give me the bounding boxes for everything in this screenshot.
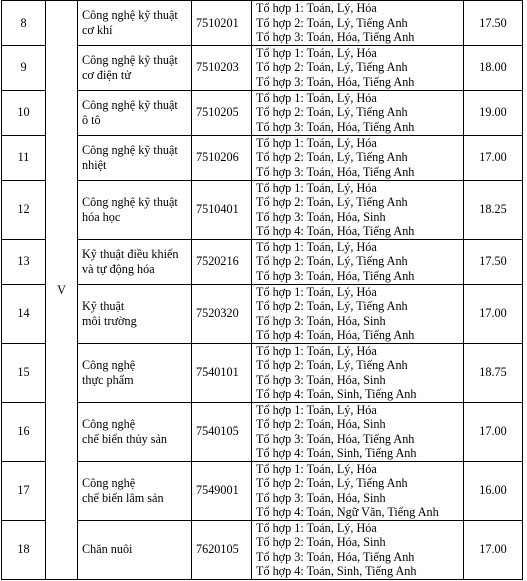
table-row [2,402,523,461]
major-name [78,520,192,579]
major-name-line: Công nghệ kỹ thuật [82,53,178,67]
subject-combination: Tổ hợp 2: Toán, Lý, Tiếng Anh [256,299,408,313]
subject-combinations [252,1,464,46]
subject-combinations [252,343,464,402]
subject-combination: Tổ hợp 1: Toán, Lý, Hóa [256,45,377,60]
subject-combination: Tổ hợp 2: Toán, Lý, Tiếng Anh [256,195,408,209]
major-code: 7520216 [192,239,252,284]
major-code: 7510205 [192,90,252,135]
table-body [2,1,523,580]
row-number: 17 [2,461,46,520]
major-name-line: cơ khí [82,22,113,37]
major-code: 7510401 [192,180,252,239]
major-code: 7549001 [192,461,252,520]
subject-combination: Tổ hợp 2: Toán, Lý, Tiếng Anh [256,15,408,30]
cutoff-score: 17.00 [464,135,523,180]
table-row [2,135,523,180]
major-name-line: Công nghệ [82,417,136,431]
group-label: V [46,1,78,580]
subject-combinations [252,402,464,461]
subject-combination: Tổ hợp 4: Toán, Sinh, Tiếng Anh [256,446,417,460]
major-name-line: hóa học [82,209,121,224]
major-code: 7620105 [192,520,252,579]
major-name [78,402,192,461]
subject-combination: Tổ hợp 3: Toán, Hóa, Tiếng Anh [256,30,415,44]
subject-combination: Tổ hợp 3: Toán, Hóa, Tiếng Anh [256,549,415,564]
table-row [2,180,523,239]
subject-combination: Tổ hợp 4: Toán, Ngữ Văn, Tiếng Anh [256,505,439,519]
subject-combination: Tổ hợp 3: Toán, Hóa, Sinh [256,490,386,505]
subject-combination: Tổ hợp 1: Toán, Lý, Hóa [256,180,377,195]
subject-combinations [252,239,464,284]
major-name-line: Công nghệ kỹ thuật [82,8,178,23]
major-name-line: môi trường [82,313,137,328]
major-name-line: Công nghệ kỹ thuật [82,98,178,112]
major-name-line: thực phẩm [82,372,134,387]
subject-combination: Tổ hợp 1: Toán, Lý, Hóa [256,239,377,254]
subject-combination: Tổ hợp 1: Toán, Lý, Hóa [256,90,377,105]
major-name-line: ô tô [82,112,101,127]
subject-combinations [252,461,464,520]
subject-combination: Tổ hợp 2: Toán, Lý, Tiếng Anh [256,60,408,75]
admission-score-table [1,0,523,580]
major-name-line: cơ điện tử [82,67,131,82]
subject-combination: Tổ hợp 3: Toán, Hóa, Sinh [256,372,386,387]
major-name [78,343,192,402]
subject-combination: Tổ hợp 3: Toán, Hóa, Tiếng Anh [256,268,415,283]
major-name [78,1,192,46]
major-code: 7540101 [192,343,252,402]
subject-combinations [252,180,464,239]
cutoff-score: 17.00 [464,284,523,343]
cutoff-score: 16.00 [464,461,523,520]
subject-combination: Tổ hợp 1: Toán, Lý, Hóa [256,284,377,299]
subject-combination: Tổ hợp 1: Toán, Lý, Hóa [256,1,377,15]
major-name-line: Kỹ thuật điều khiển [82,247,179,261]
subject-combination: Tổ hợp 3: Toán, Hóa, Tiếng Anh [256,119,415,134]
row-number: 8 [2,1,46,46]
major-name [78,45,192,90]
major-name-line: nhiệt [82,157,107,172]
subject-combinations [252,284,464,343]
cutoff-score: 18.00 [464,45,523,90]
row-number: 18 [2,520,46,579]
table-row [2,45,523,90]
subject-combination: Tổ hợp 3: Toán, Hóa, Tiếng Anh [256,431,415,446]
row-number: 15 [2,343,46,402]
major-name [78,135,192,180]
major-name-line: Công nghệ [82,476,136,490]
row-number: 13 [2,239,46,284]
subject-combination: Tổ hợp 2: Toán, Lý, Tiếng Anh [256,105,408,120]
row-number: 11 [2,135,46,180]
subject-combination: Tổ hợp 3: Toán, Hóa, Tiếng Anh [256,164,415,179]
cutoff-score: 17.50 [464,239,523,284]
subject-combination: Tổ hợp 1: Toán, Lý, Hóa [256,461,377,476]
subject-combination: Tổ hợp 1: Toán, Lý, Hóa [256,520,377,535]
table-row [2,90,523,135]
subject-combination: Tổ hợp 2: Toán, Hóa, Sinh [256,535,386,549]
subject-combination: Tổ hợp 2: Toán, Hóa, Sinh [256,417,386,431]
subject-combinations [252,520,464,579]
cutoff-score: 17.50 [464,1,523,46]
major-code: 7510206 [192,135,252,180]
subject-combination: Tổ hợp 4: Toán, Hóa, Tiếng Anh [256,328,415,342]
subject-combination: Tổ hợp 4: Toán, Hóa, Tiếng Anh [256,224,415,238]
table-row [2,520,523,579]
major-name-line: Công nghệ kỹ thuật [82,143,178,157]
major-name-line: Công nghệ [82,358,136,372]
cutoff-score: 17.00 [464,520,523,579]
major-name-line: chế biến lâm sản [82,490,164,505]
table-row [2,343,523,402]
major-name-line: và tự động hóa [82,261,155,276]
major-name-line: chế biến thủy sản [82,431,167,446]
subject-combinations [252,135,464,180]
major-name [78,180,192,239]
subject-combination: Tổ hợp 2: Toán, Lý, Tiếng Anh [256,150,408,165]
subject-combination: Tổ hợp 4: Toán, Sinh, Tiếng Anh [256,387,417,401]
major-name [78,239,192,284]
subject-combination: Tổ hợp 2: Toán, Lý, Tiếng Anh [256,254,408,269]
major-name-line: Chăn nuôi [82,542,133,557]
row-number: 10 [2,90,46,135]
subject-combination: Tổ hợp 1: Toán, Lý, Hóa [256,135,377,150]
major-name [78,90,192,135]
table-row [2,239,523,284]
major-code: 7540105 [192,402,252,461]
major-name [78,461,192,520]
major-name-line: Công nghệ kỹ thuật [82,195,178,209]
major-name-line: Kỹ thuật [82,299,125,313]
subject-combinations [252,90,464,135]
row-number: 9 [2,45,46,90]
major-code: 7520320 [192,284,252,343]
table-row [2,284,523,343]
subject-combinations [252,45,464,90]
subject-combination: Tổ hợp 3: Toán, Hóa, Sinh [256,313,386,328]
subject-combination: Tổ hợp 2: Toán, Lý, Tiếng Anh [256,476,408,490]
row-number: 14 [2,284,46,343]
subject-combination: Tổ hợp 1: Toán, Lý, Hóa [256,343,377,358]
row-number: 16 [2,402,46,461]
cutoff-score: 17.00 [464,402,523,461]
major-name [78,284,192,343]
major-code: 7510201 [192,1,252,46]
table-row [2,461,523,520]
row-number: 12 [2,180,46,239]
subject-combination: Tổ hợp 1: Toán, Lý, Hóa [256,402,377,417]
cutoff-score: 18.25 [464,180,523,239]
subject-combination: Tổ hợp 3: Toán, Hóa, Sinh [256,209,386,224]
major-code: 7510203 [192,45,252,90]
subject-combination: Tổ hợp 4: Toán, Sinh, Tiếng Anh [256,564,417,578]
cutoff-score: 18.75 [464,343,523,402]
table-row [2,1,523,46]
cutoff-score: 19.00 [464,90,523,135]
subject-combination: Tổ hợp 2: Toán, Lý, Tiếng Anh [256,358,408,372]
subject-combination: Tổ hợp 3: Toán, Hóa, Tiếng Anh [256,74,415,89]
